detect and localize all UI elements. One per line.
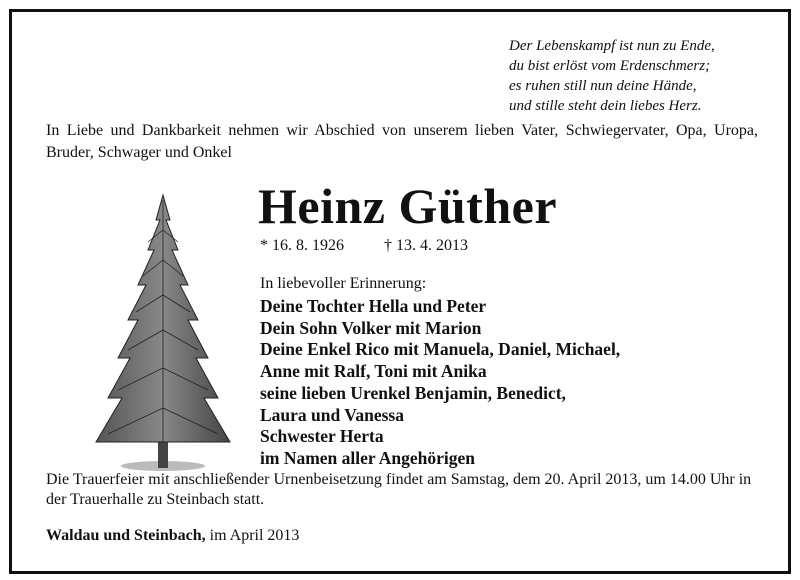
mourner-line: Deine Enkel Rico mit Manuela, Daniel, Michael,	[260, 339, 621, 360]
signature	[46, 526, 299, 546]
poem-line: Der Lebenskampf ist nun zu Ende,	[509, 38, 715, 54]
death-date: † 13. 4. 2013	[384, 237, 468, 254]
birth-date: * 16. 8. 1926	[260, 237, 344, 254]
mourners-list	[260, 296, 620, 470]
mourner-line: Schwester Herta	[260, 426, 384, 447]
poem-line: es ruhen still nun deine Hände,	[509, 78, 697, 94]
remembrance-label: In liebevoller Erinnerung:	[260, 275, 427, 292]
fir-tree-icon	[88, 190, 238, 480]
poem-line: und stille steht dein liebes Herz.	[509, 98, 702, 114]
deceased-name: Heinz Güther	[258, 178, 558, 234]
mourner-line: im Namen aller Angehörigen	[260, 447, 476, 468]
intro-text: In Liebe und Dankbarkeit nehmen wir Abschied von unserem lieben Vater, Schwiegervater, Opa, Uropa, Bruder, Schwager und Onkel	[46, 122, 758, 161]
mourner-line: Dein Sohn Volker mit Marion	[260, 317, 482, 338]
poem-line: du bist erlöst vom Erdenschmerz;	[509, 58, 711, 74]
mourner-line: Anne mit Ralf, Toni mit Anika	[260, 361, 487, 382]
life-dates	[260, 236, 468, 256]
mourner-line: Deine Tochter Hella und Peter	[260, 296, 487, 316]
poem	[509, 36, 769, 116]
funeral-notice: Die Trauerfeier mit anschließender Urnenbeisetzung findet am Samstag, dem 20. April 2013, um 14.00 Uhr in der Trauerhalle zu Steinbach statt.	[46, 471, 752, 508]
signature-places: Waldau und Steinbach,	[46, 527, 206, 544]
mourner-line: Laura und Vanessa	[260, 404, 404, 425]
mourner-line: seine lieben Urenkel Benjamin, Benedict,	[260, 382, 566, 403]
signature-date: im April 2013	[205, 527, 300, 544]
